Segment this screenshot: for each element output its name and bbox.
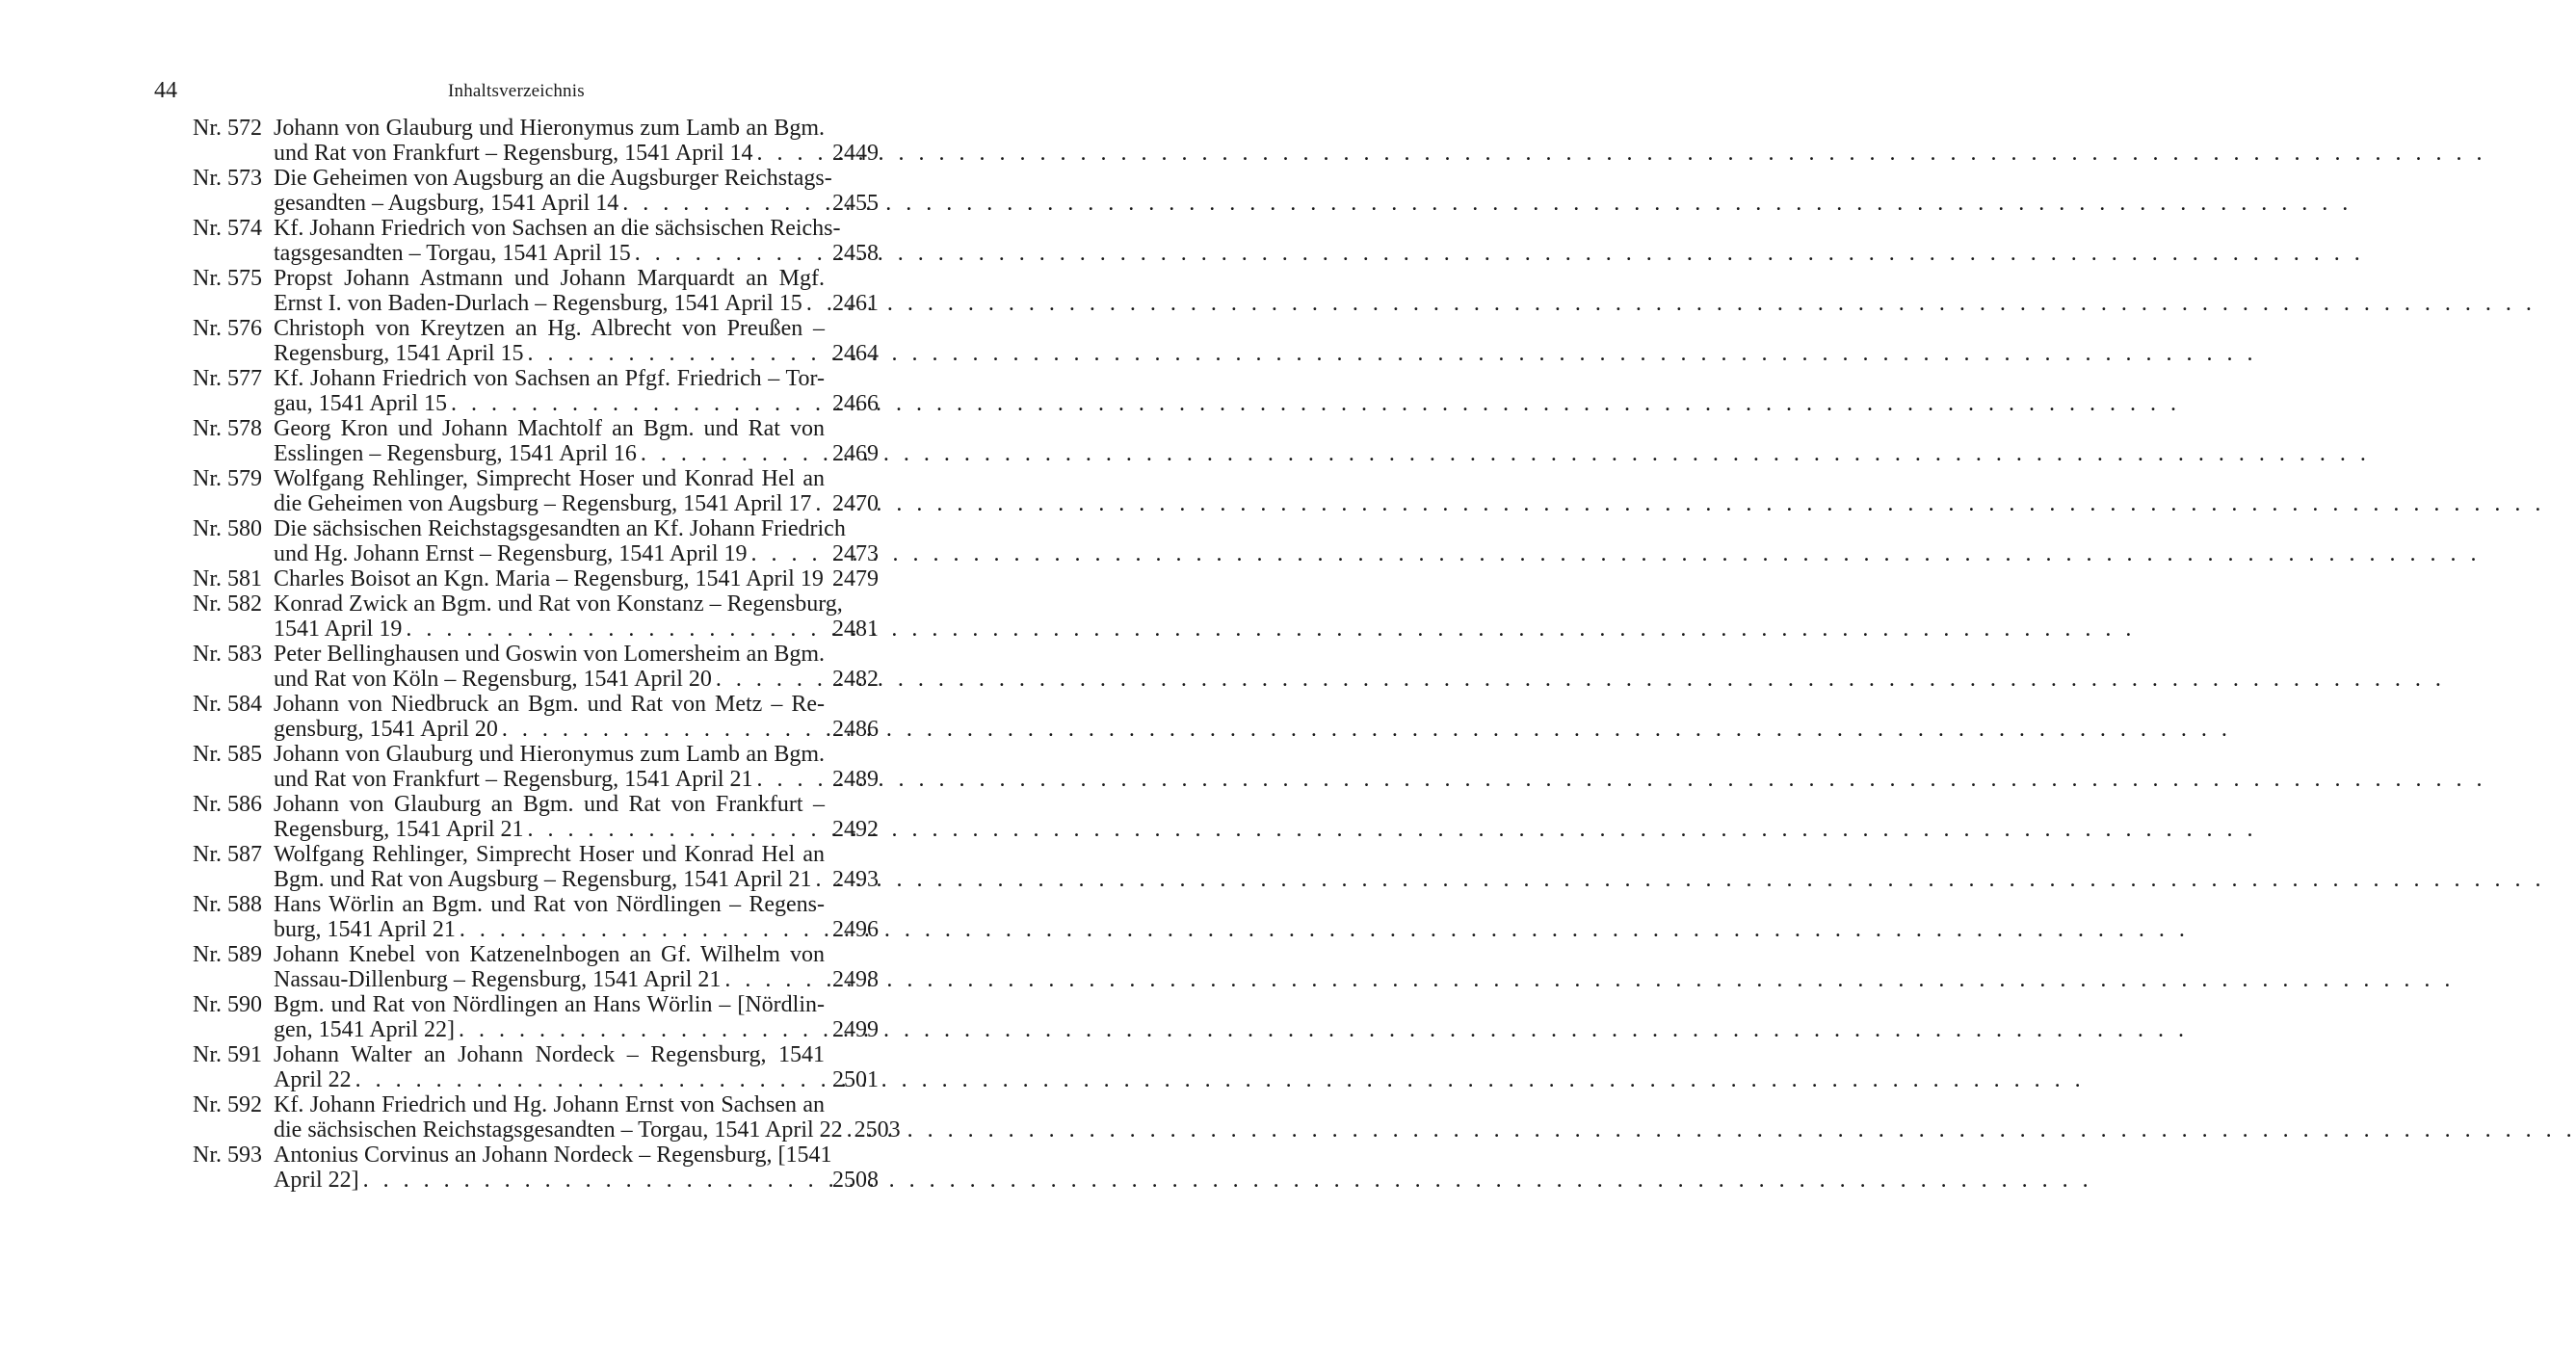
entry-page-number: 2482	[832, 667, 879, 692]
entry-title-line-1: Wolfgang Rehlinger, Simprecht Hoser und Konrad Hel an	[274, 466, 825, 491]
entry-title-line-1: Die sächsischen Reichstagsgesandten an Kf. Johann Friedrich	[274, 516, 846, 541]
toc-entry-second-line	[274, 967, 879, 992]
entry-page-number: 2499	[832, 1017, 879, 1042]
entry-title-line-2: gau, 1541 April 15	[274, 391, 447, 416]
entry-number: Nr. 587	[193, 842, 262, 867]
entry-page-number: 2473	[832, 541, 879, 566]
entry-title-line-2: Bgm. und Rat von Augsburg – Regensburg, 1541 April 21	[274, 867, 812, 892]
entry-page-number: 2496	[832, 917, 879, 942]
entry-title-line-1: Kf. Johann Friedrich von Sachsen an die sächsischen Reichs-	[274, 216, 841, 241]
toc-entry	[193, 166, 879, 216]
entry-page-number: 2470	[832, 491, 879, 516]
entry-title-line-2: April 22]	[274, 1168, 359, 1193]
toc-entry	[193, 216, 879, 266]
entry-title-line-2: die sächsischen Reichstagsgesandten – Torgau, 1541 April 22	[274, 1117, 843, 1143]
entry-page-number: 2464	[832, 341, 879, 366]
dot-leader	[402, 617, 825, 642]
toc-entry	[193, 1092, 901, 1143]
entry-page-number: 2461	[832, 291, 879, 316]
toc-entry-first-line	[193, 792, 879, 817]
entry-number: Nr. 572	[193, 116, 262, 141]
toc-entry-first-line	[193, 591, 879, 617]
toc-entry-second-line	[274, 617, 879, 642]
entry-title-line-2: gensburg, 1541 April 20	[274, 717, 498, 742]
entry-page-number: 2503	[854, 1117, 901, 1143]
entry-title-line-1: Christoph von Kreytzen an Hg. Albrecht von Preußen –	[274, 316, 825, 341]
toc-entry-second-line	[274, 541, 879, 566]
entry-page-number: 2508	[832, 1168, 879, 1193]
dot-leader	[359, 1168, 825, 1193]
toc-entry-first-line	[193, 942, 879, 967]
toc-entry-first-line	[193, 216, 879, 241]
entry-number: Nr. 586	[193, 792, 262, 817]
entry-number: Nr. 583	[193, 642, 262, 667]
dot-leader	[721, 967, 825, 992]
toc-entry	[193, 1042, 879, 1092]
entry-page-number: 2501	[832, 1067, 879, 1092]
entry-title-line-1: Die Geheimen von Augsburg an die Augsburger Reichstags-	[274, 166, 832, 191]
entry-title-line-1: Wolfgang Rehlinger, Simprecht Hoser und Konrad Hel an	[274, 842, 825, 867]
entry-number: Nr. 593	[193, 1143, 262, 1168]
toc-entry	[193, 1143, 879, 1193]
dot-leader	[753, 767, 825, 792]
entry-number: Nr. 580	[193, 516, 262, 541]
entry-title-line-2: und Rat von Köln – Regensburg, 1541 April 20	[274, 667, 712, 692]
toc-entry	[193, 416, 879, 466]
dot-leader	[631, 241, 825, 266]
entry-title-line-2: tagsgesandten – Torgau, 1541 April 15	[274, 241, 631, 266]
toc-entry-second-line	[274, 1168, 879, 1193]
toc-entry	[193, 566, 879, 591]
toc-entry-first-line	[193, 416, 879, 441]
entry-number: Nr. 588	[193, 892, 262, 917]
entry-title-line-2: und Rat von Frankfurt – Regensburg, 1541 April 21	[274, 767, 753, 792]
entry-title-line-2: die Geheimen von Augsburg – Regensburg, 1541 April 17	[274, 491, 812, 516]
entry-title-line-1: Bgm. und Rat von Nördlingen an Hans Wörlin – [Nördlin-	[274, 992, 825, 1017]
toc-entry-first-line	[193, 692, 879, 717]
toc-entry-second-line	[274, 141, 879, 166]
entry-title-line-2: und Rat von Frankfurt – Regensburg, 1541 April 14	[274, 141, 753, 166]
entry-page-number: 2458	[832, 241, 879, 266]
entry-title-line-1: Kf. Johann Friedrich von Sachsen an Pfgf. Friedrich – Tor-	[274, 366, 825, 391]
toc-entry-second-line	[274, 1117, 901, 1143]
dot-leader	[524, 341, 825, 366]
entry-title-line-1: Konrad Zwick an Bgm. und Rat von Konstanz – Regensburg,	[274, 591, 843, 617]
toc-entry	[193, 842, 879, 892]
toc-entry-first-line	[193, 266, 879, 291]
toc-entry	[193, 366, 879, 416]
entry-number: Nr. 591	[193, 1042, 262, 1067]
entry-page-number: 2481	[832, 617, 879, 642]
entry-title-line-1: Johann Walter an Johann Nordeck – Regensburg, 1541	[274, 1042, 825, 1067]
toc-entry	[193, 316, 879, 366]
toc-entry-first-line	[193, 742, 879, 767]
toc-entry-first-line	[193, 992, 879, 1017]
toc-entry	[193, 892, 879, 942]
dot-leader	[748, 541, 825, 566]
entry-number: Nr. 573	[193, 166, 262, 191]
toc-entry-second-line	[274, 717, 879, 742]
toc-entry-first-line	[193, 1042, 879, 1067]
entry-page-number: 2479	[832, 566, 879, 591]
entry-number: Nr. 574	[193, 216, 262, 241]
toc-entry-first-line	[193, 366, 879, 391]
dot-leader	[524, 817, 825, 842]
entry-title-line-1: Peter Bellinghausen und Goswin von Lomersheim an Bgm.	[274, 642, 825, 667]
entry-title-line-1: Hans Wörlin an Bgm. und Rat von Nördlingen – Regens-	[274, 892, 825, 917]
dot-leader	[712, 667, 825, 692]
entry-title-line-1: Kf. Johann Friedrich und Hg. Johann Ernst von Sachsen an	[274, 1092, 825, 1117]
entry-number: Nr. 576	[193, 316, 262, 341]
toc-entry-second-line	[274, 441, 879, 466]
entry-title-line-2: Regensburg, 1541 April 15	[274, 341, 524, 366]
entry-number: Nr. 590	[193, 992, 262, 1017]
entry-title-line-2: 1541 April 19	[274, 617, 403, 642]
entry-page-number: 2486	[832, 717, 879, 742]
toc-entry-first-line	[193, 466, 879, 491]
entry-title-line-1: Johann von Glauburg an Bgm. und Rat von Frankfurt –	[274, 792, 825, 817]
page-number: 44	[154, 78, 177, 103]
entry-title-line-2: burg, 1541 April 21	[274, 917, 456, 942]
toc-entry	[193, 116, 879, 166]
entry-title-line-2: und Hg. Johann Ernst – Regensburg, 1541 April 19	[274, 541, 748, 566]
entry-number: Nr. 592	[193, 1092, 262, 1117]
entry-page-number: 2493	[832, 867, 879, 892]
entry-title-line-2: Esslingen – Regensburg, 1541 April 16	[274, 441, 637, 466]
toc-entry-second-line	[274, 917, 879, 942]
toc-entry-second-line	[274, 667, 879, 692]
toc-entry	[193, 992, 879, 1042]
dot-leader	[618, 191, 825, 216]
dot-leader	[753, 141, 825, 166]
entry-title-line-1: Johann von Glauburg und Hieronymus zum Lamb an Bgm.	[274, 742, 825, 767]
entry-title-line-1: Johann von Niedbruck an Bgm. und Rat von Metz – Re-	[274, 692, 825, 717]
entry-title-line-2: April 22	[274, 1067, 352, 1092]
toc-entry-first-line	[193, 842, 879, 867]
entry-page-number: 2466	[832, 391, 879, 416]
entry-page-number: 2492	[832, 817, 879, 842]
entry-title-line-1: Charles Boisot an Kgn. Maria – Regensburg, 1541 April 19	[274, 566, 824, 591]
entry-title-line-1: Johann von Glauburg und Hieronymus zum Lamb an Bgm.	[274, 116, 825, 141]
entry-number: Nr. 584	[193, 692, 262, 717]
toc-entry-first-line	[193, 516, 879, 541]
toc-entry-first-line	[193, 116, 879, 141]
toc-entry-first-line	[193, 566, 879, 591]
entry-title-line-2: Regensburg, 1541 April 21	[274, 817, 524, 842]
entry-page-number: 2498	[832, 967, 879, 992]
toc-entry-second-line	[274, 867, 879, 892]
dot-leader	[498, 717, 825, 742]
toc-entry	[193, 692, 879, 742]
toc-entry-second-line	[274, 817, 879, 842]
entry-title-line-1: Johann Knebel von Katzenelnbogen an Gf. Wilhelm von	[274, 942, 825, 967]
toc-entry-first-line	[193, 642, 879, 667]
entry-page-number: 2455	[832, 191, 879, 216]
dot-leader	[811, 867, 825, 892]
toc-entry	[193, 942, 879, 992]
entry-number: Nr. 575	[193, 266, 262, 291]
dot-leader	[447, 391, 825, 416]
toc-entry-first-line	[193, 316, 879, 341]
entry-title-line-2: gen, 1541 April 22]	[274, 1017, 455, 1042]
dot-leader	[352, 1067, 825, 1092]
toc-entry-second-line	[274, 241, 879, 266]
entry-title-line-1: Georg Kron und Johann Machtolf an Bgm. und Rat von	[274, 416, 825, 441]
entry-number: Nr. 585	[193, 742, 262, 767]
entry-number: Nr. 589	[193, 942, 262, 967]
toc-entry-first-line	[193, 892, 879, 917]
toc-entry-first-line	[193, 166, 879, 191]
toc-entry	[193, 642, 879, 692]
entry-number: Nr. 577	[193, 366, 262, 391]
toc-entry-second-line	[274, 341, 879, 366]
toc-entry	[193, 792, 879, 842]
entry-title-line-1: Propst Johann Astmann und Johann Marquardt an Mgf.	[274, 266, 825, 291]
toc-entry	[193, 591, 879, 642]
entry-title-line-2: gesandten – Augsburg, 1541 April 14	[274, 191, 619, 216]
entry-page-number: 2489	[832, 767, 879, 792]
running-title: Inhaltsverzeichnis	[448, 81, 585, 101]
toc-entry-second-line	[274, 491, 879, 516]
entry-number: Nr. 582	[193, 591, 262, 617]
toc-entry-second-line	[274, 767, 879, 792]
toc-entry	[193, 742, 879, 792]
toc-entry	[193, 466, 879, 516]
toc-entry-first-line	[193, 1092, 879, 1117]
entry-number: Nr. 581	[193, 566, 262, 591]
entry-title-line-2: Ernst I. von Baden-Durlach – Regensburg, 1541 April 15	[274, 291, 802, 316]
dot-leader	[811, 491, 825, 516]
toc-entry-second-line	[274, 291, 879, 316]
entry-page-number: 2449	[832, 141, 879, 166]
toc-entry	[193, 266, 879, 316]
toc-entry-second-line	[274, 391, 879, 416]
entry-page-number: 2469	[832, 441, 879, 466]
dot-leader	[802, 291, 825, 316]
toc-entry-second-line	[274, 1067, 879, 1092]
entry-number: Nr. 578	[193, 416, 262, 441]
entry-title-line-1: Antonius Corvinus an Johann Nordeck – Regensburg, [1541	[274, 1143, 832, 1168]
toc-entry	[193, 516, 879, 566]
dot-leader	[637, 441, 825, 466]
toc-entry-first-line	[193, 1143, 879, 1168]
dot-leader	[456, 917, 825, 942]
toc-entry-second-line	[274, 1017, 879, 1042]
table-of-contents	[193, 116, 901, 1193]
entry-number: Nr. 579	[193, 466, 262, 491]
entry-title-line-2: Nassau-Dillenburg – Regensburg, 1541 April 21	[274, 967, 722, 992]
toc-entry-second-line	[274, 191, 879, 216]
dot-leader	[455, 1017, 825, 1042]
